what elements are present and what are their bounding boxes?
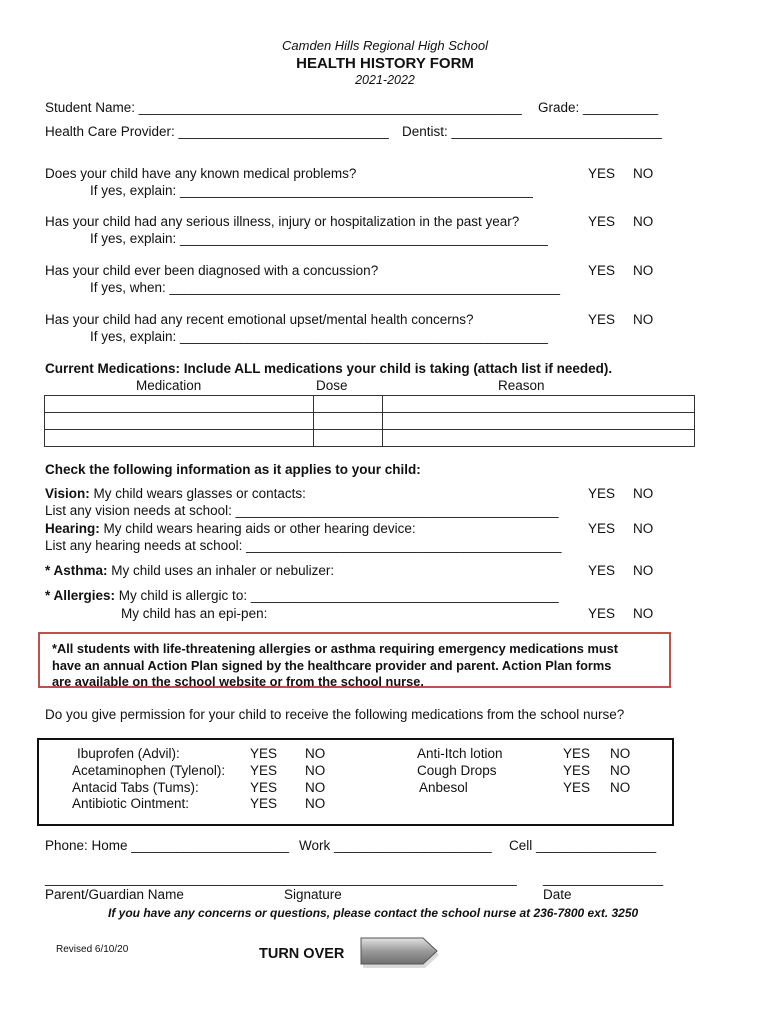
anbesol-label: Anbesol (419, 780, 468, 795)
epipen-yes[interactable]: YES (588, 606, 616, 621)
cough-drops-no[interactable]: NO (610, 763, 631, 778)
notice-line: have an annual Action Plan signed by the healthcare provider and parent. Action Plan forms (52, 657, 612, 673)
dentist-field[interactable]: Dentist: ____________________________ (402, 124, 662, 139)
vision-no[interactable]: NO (633, 486, 654, 501)
question-medical-problems: Does your child have any known medical problems? (45, 166, 357, 181)
antibiotic-ointment-no[interactable]: NO (305, 796, 326, 811)
acetaminophen-no[interactable]: NO (305, 763, 326, 778)
epipen-text: My child has an epi-pen: (121, 606, 268, 621)
medications-table (44, 395, 695, 447)
antacid-yes[interactable]: YES (250, 780, 278, 795)
allergies-label: * Allergies: (45, 588, 116, 603)
antacid-no[interactable]: NO (305, 780, 326, 795)
medical-problems-yes[interactable]: YES (588, 166, 616, 181)
question-concussion-when[interactable]: If yes, when: ____________________________________________________ (90, 280, 560, 295)
antibiotic-ointment-yes[interactable]: YES (250, 796, 278, 811)
asthma-no[interactable]: NO (633, 563, 654, 578)
medications-heading: Current Medications: Include ALL medications your child is taking (attach list if needed). (45, 361, 613, 376)
school-name: Camden Hills Regional High School (282, 38, 488, 53)
checklist-heading: Check the following information as it applies to your child: (45, 462, 421, 477)
cell-phone-field[interactable]: Cell ________________ (509, 838, 657, 853)
anbesol-yes[interactable]: YES (563, 780, 591, 795)
medication-cell[interactable] (45, 413, 314, 430)
anbesol-no[interactable]: NO (610, 780, 631, 795)
action-plan-notice (38, 632, 671, 688)
hearing-needs-field[interactable]: List any hearing needs at school: __________________________________________ (45, 538, 562, 553)
notice-line: are available on the school website or from the school nurse. (52, 674, 424, 689)
medication-cell[interactable] (45, 396, 314, 413)
vision-text: My child wears glasses or contacts: (89, 486, 306, 501)
concussion-no[interactable]: NO (633, 263, 654, 278)
antacid-label: Antacid Tabs (Tums): (72, 780, 199, 795)
vision-needs-field[interactable]: List any vision needs at school: ___________________________________________ (45, 503, 559, 518)
reason-cell[interactable] (383, 396, 695, 413)
allergies-text: My child is allergic to: _________________________________________ (115, 588, 559, 603)
vision-line (45, 486, 306, 502)
hearing-yes[interactable]: YES (588, 521, 616, 536)
concussion-yes[interactable]: YES (588, 263, 616, 278)
date-label: Date (543, 887, 572, 902)
medication-column-header: Medication (136, 378, 202, 393)
hearing-text: My child wears hearing aids or other hearing device: (99, 521, 416, 536)
date-field[interactable]: ________________ (543, 871, 664, 886)
grade-field[interactable]: Grade: __________ (538, 100, 659, 115)
dose-cell[interactable] (314, 430, 383, 447)
reason-cell[interactable] (383, 430, 695, 447)
medical-problems-no[interactable]: NO (633, 166, 654, 181)
antibiotic-ointment-label: Antibiotic Ointment: (72, 796, 190, 811)
reason-column-header: Reason (498, 378, 545, 393)
nurse-contact-note: If you have any concerns or questions, please contact the school nurse at 236-7800 ext. 3250 (108, 906, 639, 920)
work-phone-field[interactable]: Work _____________________ (299, 838, 492, 853)
revised-date: Revised 6/10/20 (56, 944, 129, 955)
medication-cell[interactable] (45, 430, 314, 447)
ibuprofen-yes[interactable]: YES (250, 746, 278, 761)
hearing-no[interactable]: NO (633, 521, 654, 536)
ibuprofen-label: Ibuprofen (Advil): (77, 746, 180, 761)
vision-label: Vision: (45, 486, 90, 501)
anti-itch-label: Anti-Itch lotion (417, 746, 503, 761)
permission-question: Do you give permission for your child to receive the following medications from the school nurse? (45, 707, 625, 722)
reason-cell[interactable] (383, 413, 695, 430)
health-care-provider-field[interactable]: Health Care Provider: ____________________________ (45, 124, 389, 139)
guardian-name-field[interactable]: ________________________________ (45, 871, 286, 886)
asthma-yes[interactable]: YES (588, 563, 616, 578)
acetaminophen-label: Acetaminophen (Tylenol): (72, 763, 226, 778)
action-plan-notice-text (52, 641, 618, 691)
vision-yes[interactable]: YES (588, 486, 616, 501)
asthma-line (45, 563, 334, 579)
dose-cell[interactable] (314, 396, 383, 413)
form-title: HEALTH HISTORY FORM (296, 55, 474, 72)
home-phone-field[interactable]: Phone: Home _____________________ (45, 838, 289, 853)
question-serious-illness: Has your child had any serious illness, injury or hospitalization in the past year? (45, 214, 520, 229)
hearing-line (45, 521, 416, 537)
anti-itch-yes[interactable]: YES (563, 746, 591, 761)
table-row (45, 430, 695, 447)
school-year: 2021-2022 (355, 73, 415, 87)
cough-drops-yes[interactable]: YES (563, 763, 591, 778)
question-mental-health-explain[interactable]: If yes, explain: _________________________________________________ (90, 329, 548, 344)
signature-label: Signature (284, 887, 342, 902)
serious-illness-yes[interactable]: YES (588, 214, 616, 229)
question-concussion: Has your child ever been diagnosed with a concussion? (45, 263, 379, 278)
table-row (45, 396, 695, 413)
dose-column-header: Dose (316, 378, 348, 393)
epipen-no[interactable]: NO (633, 606, 654, 621)
signature-field[interactable]: _______________________________ (284, 871, 517, 886)
guardian-name-label: Parent/Guardian Name (45, 887, 184, 902)
question-medical-problems-explain[interactable]: If yes, explain: _______________________________________________ (90, 183, 533, 198)
mental-health-yes[interactable]: YES (588, 312, 616, 327)
mental-health-no[interactable]: NO (633, 312, 654, 327)
turn-over-arrow-icon (358, 936, 442, 970)
allergies-line[interactable] (45, 588, 559, 604)
question-mental-health: Has your child had any recent emotional upset/mental health concerns? (45, 312, 474, 327)
cough-drops-label: Cough Drops (417, 763, 497, 778)
table-row (45, 413, 695, 430)
turn-over-label: TURN OVER (259, 946, 345, 962)
dose-cell[interactable] (314, 413, 383, 430)
student-name-field[interactable]: Student Name: ___________________________________________________ (45, 100, 522, 115)
notice-line: *All students with life-threatening allergies or asthma requiring emergency medications must (52, 641, 619, 656)
ibuprofen-no[interactable]: NO (305, 746, 326, 761)
anti-itch-no[interactable]: NO (610, 746, 631, 761)
hearing-label: Hearing: (45, 521, 100, 536)
acetaminophen-yes[interactable]: YES (250, 763, 278, 778)
serious-illness-no[interactable]: NO (633, 214, 654, 229)
asthma-label: * Asthma: (45, 563, 108, 578)
asthma-text: My child uses an inhaler or nebulizer: (107, 563, 335, 578)
question-serious-illness-explain[interactable]: If yes, explain: _________________________________________________ (90, 231, 548, 246)
